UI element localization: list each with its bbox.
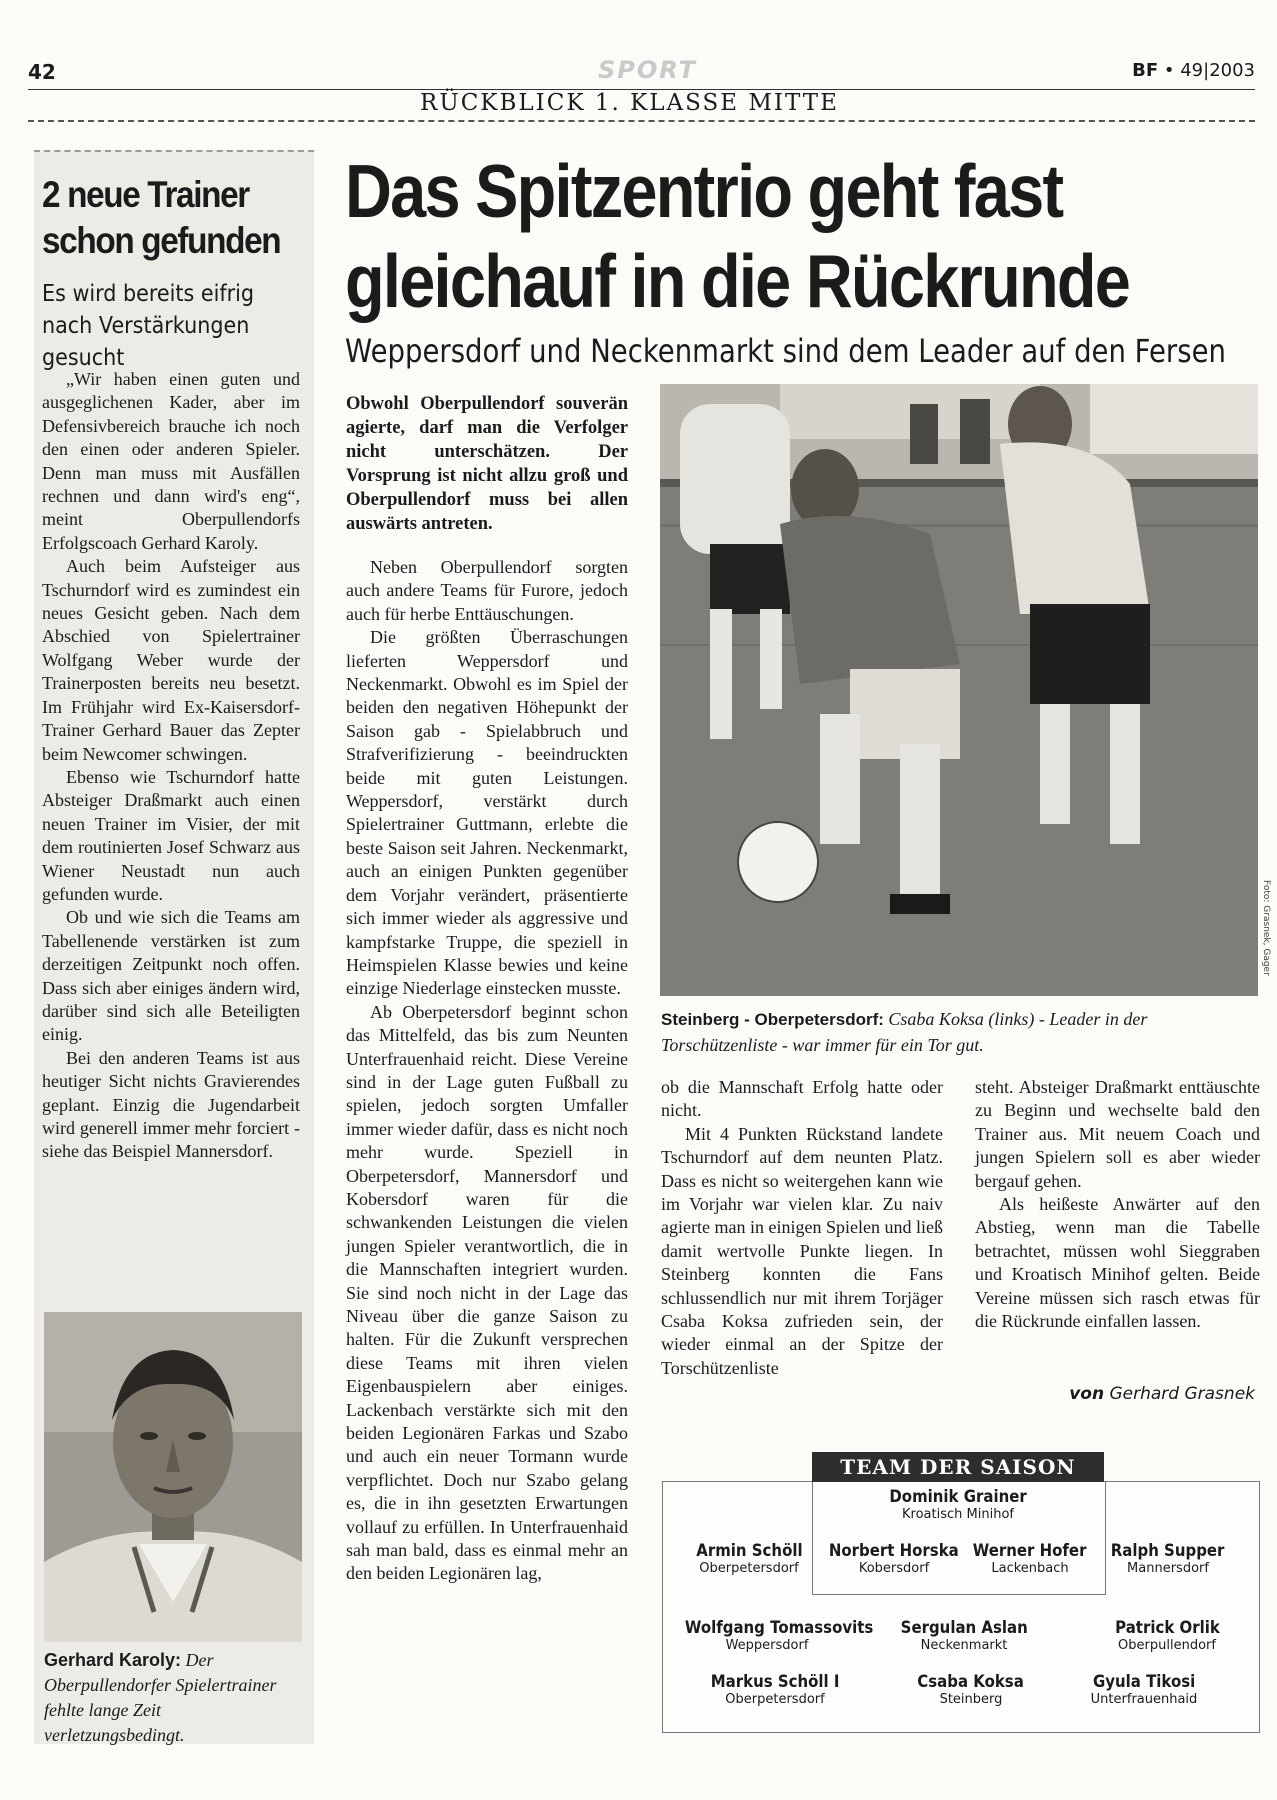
player-name: Sergulan Aslan xyxy=(900,1618,1028,1638)
kicker: RÜCKBLICK 1. KLASSE MITTE xyxy=(420,90,839,116)
team-player xyxy=(863,1487,1053,1522)
subheadline: Weppersdorf und Neckenmarkt sind dem Leader auf den Fersen xyxy=(345,332,1226,370)
sidebar-paragraph: Bei den anderen Teams ist aus heutiger Sicht nichts Gravierendes geplant. Einzig die Jugendarbeit wird generell immer mehr forciert - siehe das Beispiel Mannersdorf. xyxy=(42,1047,300,1162)
sidebar-paragraph: Ob und wie sich die Teams am Tabellenende verstärken ist zum derzeitigen Zeitpunkt noch offen. Dass sich aber einiges ändern wird, darüber sind sich alle Beteiligten einig. xyxy=(42,907,300,1045)
player-club: Oberpetersdorf xyxy=(699,1561,799,1576)
player-club: Lackenbach xyxy=(991,1561,1069,1576)
article-lead: Obwohl Oberpullendorf souverän agierte, darf man die Verfolger nicht unterschätzen. Der Vorsprung ist nicht allzu groß und Oberpullendorf muss bei allen auswärts antreten. xyxy=(346,394,628,534)
player-name: Dominik Grainer xyxy=(889,1487,1027,1507)
team-player xyxy=(869,1618,1059,1653)
portrait-caption-text: Der Oberpullendorfer Spielertrainer fehlte lange Zeit verletzungsbedingt. xyxy=(44,1650,277,1745)
portrait-caption xyxy=(44,1648,302,1748)
section-label: SPORT xyxy=(598,56,698,84)
player-name: Csaba Koksa xyxy=(917,1672,1025,1692)
page-number: 42 xyxy=(28,60,56,84)
player-club: Oberpetersdorf xyxy=(725,1692,825,1707)
article-paragraph: steht. Absteiger Draßmarkt enttäuschte zu Beginn und wechselte bald den Trainer aus. Mit neuem Coach und jungen Spielern soll es aber wieder bergauf gehen. xyxy=(975,1077,1260,1191)
match-photo xyxy=(660,384,1258,996)
portrait-caption-name: Gerhard Karoly: xyxy=(44,1650,182,1670)
player-club: Unterfrauenhaid xyxy=(1090,1692,1198,1707)
team-player xyxy=(680,1672,870,1707)
sidebar-subtitle: Es wird bereits eifrig nach Verstärkungen gesucht xyxy=(42,281,255,371)
article-column-3 xyxy=(975,1076,1260,1333)
publication-issue: BF • 49|2003 xyxy=(1132,60,1255,81)
player-name: Wolfgang Tomassovits xyxy=(684,1618,874,1638)
sidebar-body xyxy=(42,368,300,1164)
article-paragraph: Als heißeste Anwärter auf den Abstieg, wenn man die Tabelle betrachtet, müssen wohl Sieggraben und Kroatisch Minihof gelten. Beide Vereine müssen sich rasch etwas für die Rückrunde einfallen lassen. xyxy=(975,1194,1260,1332)
article-column-1 xyxy=(346,556,628,1586)
team-of-season-title: TEAM DER SAISON xyxy=(812,1452,1104,1482)
match-caption-text: Csaba Koksa (links) - Leader in der Torschützenliste - war immer für ein Tor gut. xyxy=(661,1009,1148,1055)
article-paragraph: Mit 4 Punkten Rückstand landete Tschurndorf auf dem neunten Platz. Dass es nicht so weitergehen kann wie im Vorjahr war vielen klar. Zu naiv agierte man in einigen Spielen und ließ damit wertvolle Punkte liegen. In Steinberg konnten die Fans schlussendlich nur mit ihrem Torjäger Csaba Koksa zufrieden sein, der wieder einmal an der Spitze der Torschützenliste xyxy=(661,1123,943,1378)
player-club: Mannersdorf xyxy=(1127,1561,1209,1576)
headline-line: gleichauf in die Rückrunde xyxy=(345,239,1130,323)
headline-line: Das Spitzentrio geht fast xyxy=(345,149,1063,233)
player-club: Neckenmarkt xyxy=(920,1638,1008,1653)
player-name: Markus Schöll I xyxy=(710,1672,840,1692)
player-club: Oberpullendorf xyxy=(1118,1638,1216,1653)
article-paragraph: Neben Oberpullendorf sorgten auch andere Teams für Furore, jedoch auch für herbe Enttäuschungen. xyxy=(346,557,628,624)
player-name: Werner Hofer xyxy=(973,1541,1087,1561)
team-player xyxy=(1072,1618,1262,1653)
match-caption-name: Steinberg - Oberpetersdorf: xyxy=(661,1010,884,1029)
match-illustration xyxy=(660,384,1258,996)
headline xyxy=(345,146,1141,326)
sidebar-title: 2 neue Trainer schon gefunden xyxy=(42,174,281,261)
sidebar-paragraph: Auch beim Aufsteiger aus Tschurndorf wird es zumindest ein neues Gesicht geben. Nach dem Abschied von Spielertrainer Wolfgang Weber wurde der Trainerposten bereits neu besetzt. Im Frühjahr wird Ex-Kaisersdorf-Trainer Gerhard Bauer das Zepter beim Newcomer schwingen. xyxy=(42,556,300,764)
player-club: Kobersdorf xyxy=(858,1561,930,1576)
portrait-illustration xyxy=(44,1312,302,1642)
player-club: Kroatisch Minihof xyxy=(902,1507,1014,1522)
player-name: Ralph Supper xyxy=(1111,1541,1225,1561)
sidebar-paragraph: Ebenso wie Tschurndorf hatte Absteiger Draßmarkt auch einen neuen Trainer im Visier, der mit dem routinierten Josef Schwarz aus Wiener Neustadt nun auch gefunden wurde. xyxy=(42,766,300,904)
article-paragraph: Ab Oberpetersdorf beginnt schon das Mittelfeld, das bis zum Neunten Unterfrauenhaid reicht. Diese Vereine sind in der Lage guten Fußball zu spielen, jedoch sorgten Umfaller immer wieder dafür, dass es nicht noch mehr wurde. Speziell in Oberpetersdorf, Mannersdorf und Kobersdorf waren für die schwankenden Leistungen die vielen jungen Spieler verantwortlich, die in die Mannschaften integriert wurden. Sie sind noch nicht in der Lage das Niveau über die ganze Saison zu halten. Für die Zukunft versprechen diese Teams mit ihren vielen Eigenbauspielern aber einiges. Lackenbach verstärkte sich mit den beiden Legionären Farkas und Szabo und auch ein neuer Tormann wurde verpflichtet. Doch nur Szabo gelang es, die in ihn gesetzten Erwartungen vollauf zu erfüllen. In Unterfrauenhaid sah man bald, dass es einmal mehr an den beiden Legionären lag, xyxy=(346,1001,628,1584)
article-paragraph: Die größten Überraschungen lieferten Weppersdorf und Neckenmarkt. Obwohl es im Spiel der beiden den negativen Höhepunkt der Saison gab - Spielabbruch und Strafverifizierung - beeindruckten beide mit guten Leistungen. Weppersdorf, verstärkt durch Spielertrainer Guttmann, erlebte die beste Saison seit Jahren. Neckenmarkt, auch an einigen Punkten gegenüber dem Vorjahr verändert, präsentierte sich immer wieder als aggressive und kampfstarke Truppe, die speziell in Heimspielen Klasse bewies und keine einzige Niederlage einstecken musste. xyxy=(346,627,628,999)
team-player xyxy=(1073,1541,1263,1576)
match-photo-caption xyxy=(661,1006,1259,1058)
player-name: Armin Schöll xyxy=(695,1541,803,1561)
portrait-photo xyxy=(44,1312,302,1642)
ball-icon xyxy=(738,822,818,902)
author-name: Gerhard Grasnek xyxy=(1109,1384,1255,1404)
team-player xyxy=(672,1618,874,1653)
publication-name: BF xyxy=(1132,60,1159,81)
team-player xyxy=(876,1672,1066,1707)
issue-number: 49|2003 xyxy=(1180,60,1255,81)
team-player xyxy=(1049,1672,1239,1707)
dashed-divider xyxy=(28,120,1255,122)
author-byline xyxy=(1069,1384,1255,1404)
player-name: Norbert Horska xyxy=(829,1541,959,1561)
article-column-2 xyxy=(661,1076,943,1380)
sidebar-paragraph: „Wir haben einen guten und ausgeglichenen Kader, aber im Defensivbereich brauche ich noch den einen oder anderen Spieler. Denn man muss mit Ausfällen rechnen und dann wird's eng“, meint Oberpullendorfs Erfolgscoach Gerhard Karoly. xyxy=(42,369,300,553)
player-name: Gyula Tikosi xyxy=(1092,1672,1196,1692)
article-paragraph: ob die Mannschaft Erfolg hatte oder nicht. xyxy=(661,1077,943,1121)
player-name: Patrick Orlik xyxy=(1114,1618,1220,1638)
photo-credit: Foto: Grasnek, Gager xyxy=(1261,880,1271,976)
player-club: Steinberg xyxy=(939,1692,1003,1707)
author-prefix: von xyxy=(1069,1384,1105,1404)
player-club: Weppersdorf xyxy=(725,1638,809,1653)
